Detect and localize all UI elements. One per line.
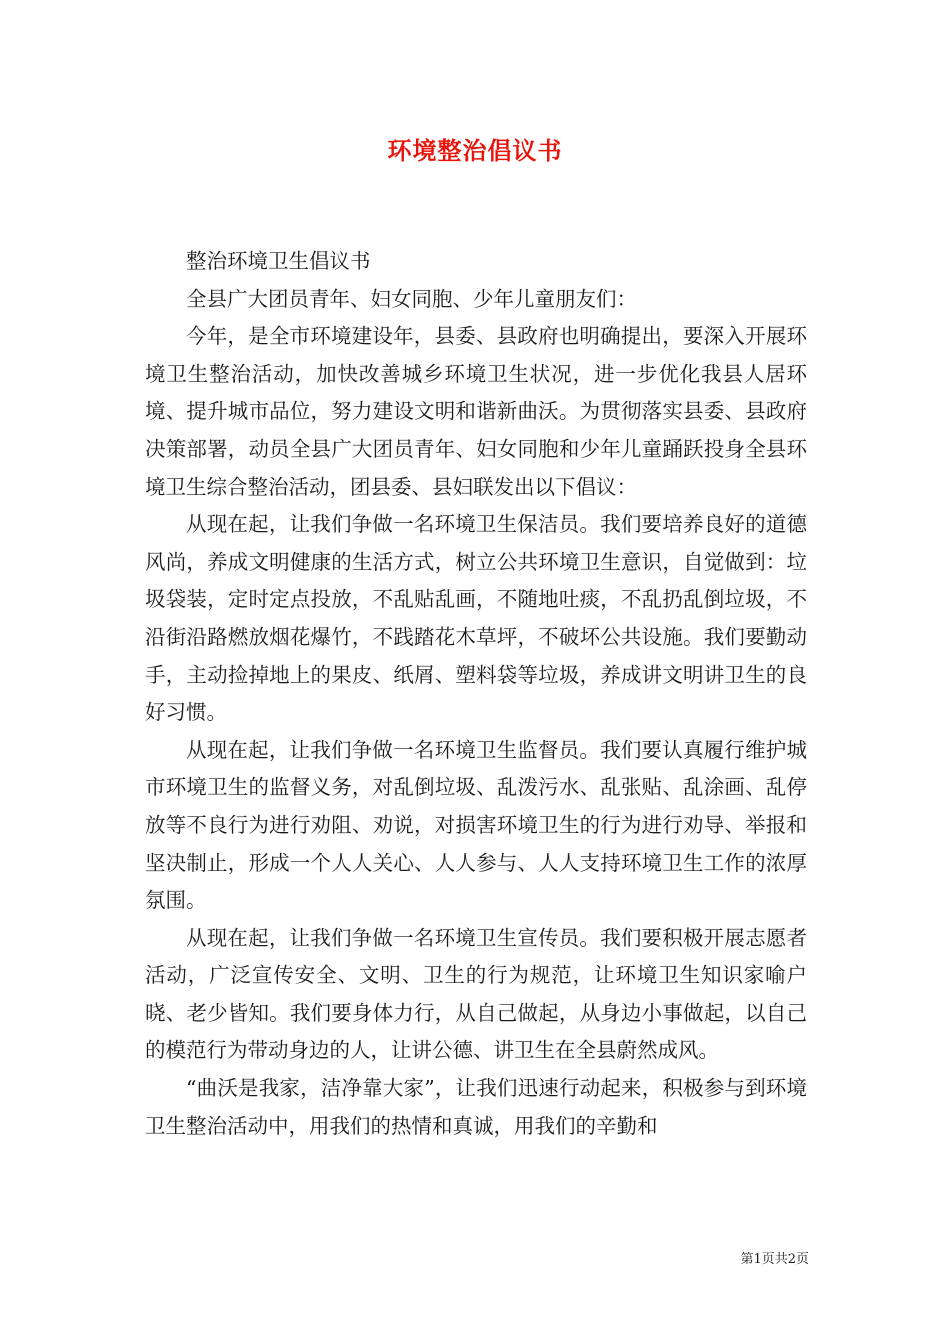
paragraph-subtitle: 整治环境卫生倡议书 xyxy=(186,249,371,273)
paragraph-cleaner: 从现在起，让我们争做一名环境卫生保洁员。我们要培养良好的道德风尚，养成文明健康的生活方式，树立公共环境卫生意识，自觉做到：垃圾袋装，定时定点投放，不乱贴乱画，不随地吐痰，不乱扔乱倒垃圾，不沿街沿路燃放烟花爆竹，不践踏花木草坪，不破坏公共设施。我们要勤动手，主动捡掉地上的果皮、纸屑、塑料袋等垃圾，养成讲文明讲卫生的良好习惯。 xyxy=(145,512,807,725)
paragraph-publicist: 从现在起，让我们争做一名环境卫生宣传员。我们要积极开展志愿者活动，广泛宣传安全、文明、卫生的行为规范，让环境卫生知识家喻户晓、老少皆知。我们要身体力行，从自己做起，从身边小事做起，以自己的模范行为带动身边的人，让讲公德、讲卫生在全县蔚然成风。 xyxy=(145,925,807,1063)
document-body xyxy=(145,243,807,1145)
page-number-footer: 第1页共2页 xyxy=(740,1252,809,1267)
paragraph-intro: 今年，是全市环境建设年，县委、县政府也明确提出，要深入开展环境卫生整治活动，加快改善城乡环境卫生状况，进一步优化我县人居环境、提升城市品位，努力建设文明和谐新曲沃。为贯彻落实县委、县政府决策部署，动员全县广大团员青年、妇女同胞和少年儿童踊跃投身全县环境卫生综合整治活动，团县委、县妇联发出以下倡议： xyxy=(145,324,807,499)
paragraph-salutation: 全县广大团员青年、妇女同胞、少年儿童朋友们： xyxy=(186,286,637,311)
paragraph-closing: “曲沃是我家，洁净靠大家”，让我们迅速行动起来，积极参与到环境卫生整治活动中，用我们的热情和真诚，用我们的辛勤和 xyxy=(145,1076,807,1138)
paragraph-supervisor: 从现在起，让我们争做一名环境卫生监督员。我们要认真履行维护城市环境卫生的监督义务，对乱倒垃圾、乱泼污水、乱张贴、乱涂画、乱停放等不良行为进行劝阻、劝说，对损害环境卫生的行为进行劝导、举报和坚决制止，形成一个人人关心、人人参与、人人支持环境卫生工作的浓厚氛围。 xyxy=(145,737,807,913)
document-title: 环境整治倡议书 xyxy=(387,136,563,165)
